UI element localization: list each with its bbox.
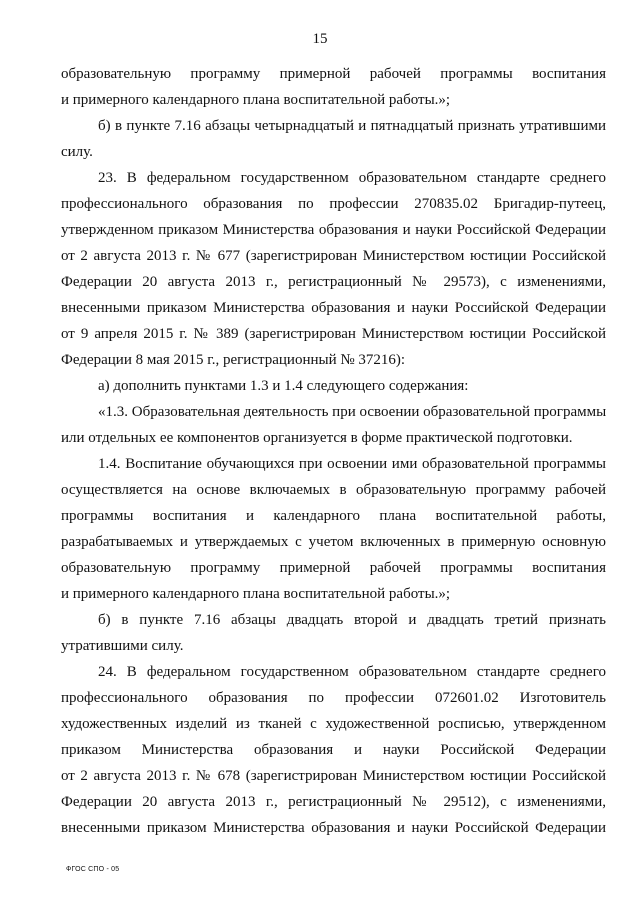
text-line: и примерного календарного плана воспитательной работы.»; xyxy=(61,92,451,108)
text-line: профессионального образования по профессии 072601.02 Изготовитель xyxy=(61,690,606,706)
text-line: утвержденном приказом Министерства образования и науки Российской Федерации xyxy=(61,222,606,238)
text-line: Федерации 20 августа 2013 г., регистрационный № 29573), с изменениями, xyxy=(61,274,606,290)
document-body xyxy=(61,61,606,841)
page-number: 15 xyxy=(312,31,328,47)
text-line: осуществляется на основе включаемых в образовательную программу рабочей xyxy=(61,482,606,498)
text-line: программы воспитания и календарного плана воспитательной работы, xyxy=(61,508,606,524)
text-line: силу. xyxy=(61,144,93,160)
text-line: внесенными приказом Министерства образования и науки Российской Федерации xyxy=(61,820,606,836)
text-line: образовательную программу примерной рабочей программы воспитания xyxy=(61,560,606,576)
text-line: профессионального образования по профессии 270835.02 Бригадир-путеец, xyxy=(61,196,606,212)
text-line: б) в пункте 7.16 абзацы двадцать второй и двадцать третий признать xyxy=(98,612,606,628)
footer-code: ФГОС СПО - 05 xyxy=(66,866,120,873)
text-line: 24. В федеральном государственном образовательном стандарте среднего xyxy=(98,664,606,680)
text-line: «1.3. Образовательная деятельность при освоении образовательной программы xyxy=(98,404,607,420)
text-line: б) в пункте 7.16 абзацы четырнадцатый и пятнадцатый признать утратившими xyxy=(98,118,606,134)
text-line: художественных изделий из тканей с художественной росписью, утвержденном xyxy=(61,716,606,732)
text-line: от 9 апреля 2015 г. № 389 (зарегистрирован Министерством юстиции Российской xyxy=(61,326,606,342)
text-line: приказом Министерства образования и науки Российской Федерации xyxy=(61,742,606,758)
text-line: от 2 августа 2013 г. № 678 (зарегистрирован Министерством юстиции Российской xyxy=(61,768,606,784)
text-line: а) дополнить пунктами 1.3 и 1.4 следующего содержания: xyxy=(98,378,469,394)
text-line: 23. В федеральном государственном образовательном стандарте среднего xyxy=(98,170,606,186)
text-line: образовательную программу примерной рабочей программы воспитания xyxy=(61,66,606,82)
text-line: 1.4. Воспитание обучающихся при освоении ими образовательной программы xyxy=(98,456,606,472)
text-line: разрабатываемых и утверждаемых с учетом включенных в примерную основную xyxy=(61,534,606,550)
text-line: Федерации 8 мая 2015 г., регистрационный № 37216): xyxy=(61,352,406,368)
text-line: или отдельных ее компонентов организуется в форме практической подготовки. xyxy=(61,430,573,446)
text-line: утратившими силу. xyxy=(61,638,184,654)
text-line: и примерного календарного плана воспитательной работы.»; xyxy=(61,586,451,602)
text-line: от 2 августа 2013 г. № 677 (зарегистрирован Министерством юстиции Российской xyxy=(61,248,606,264)
text-line: Федерации 20 августа 2013 г., регистрационный № 29512), с изменениями, xyxy=(61,794,606,810)
text-line: внесенными приказом Министерства образования и науки Российской Федерации xyxy=(61,300,606,316)
